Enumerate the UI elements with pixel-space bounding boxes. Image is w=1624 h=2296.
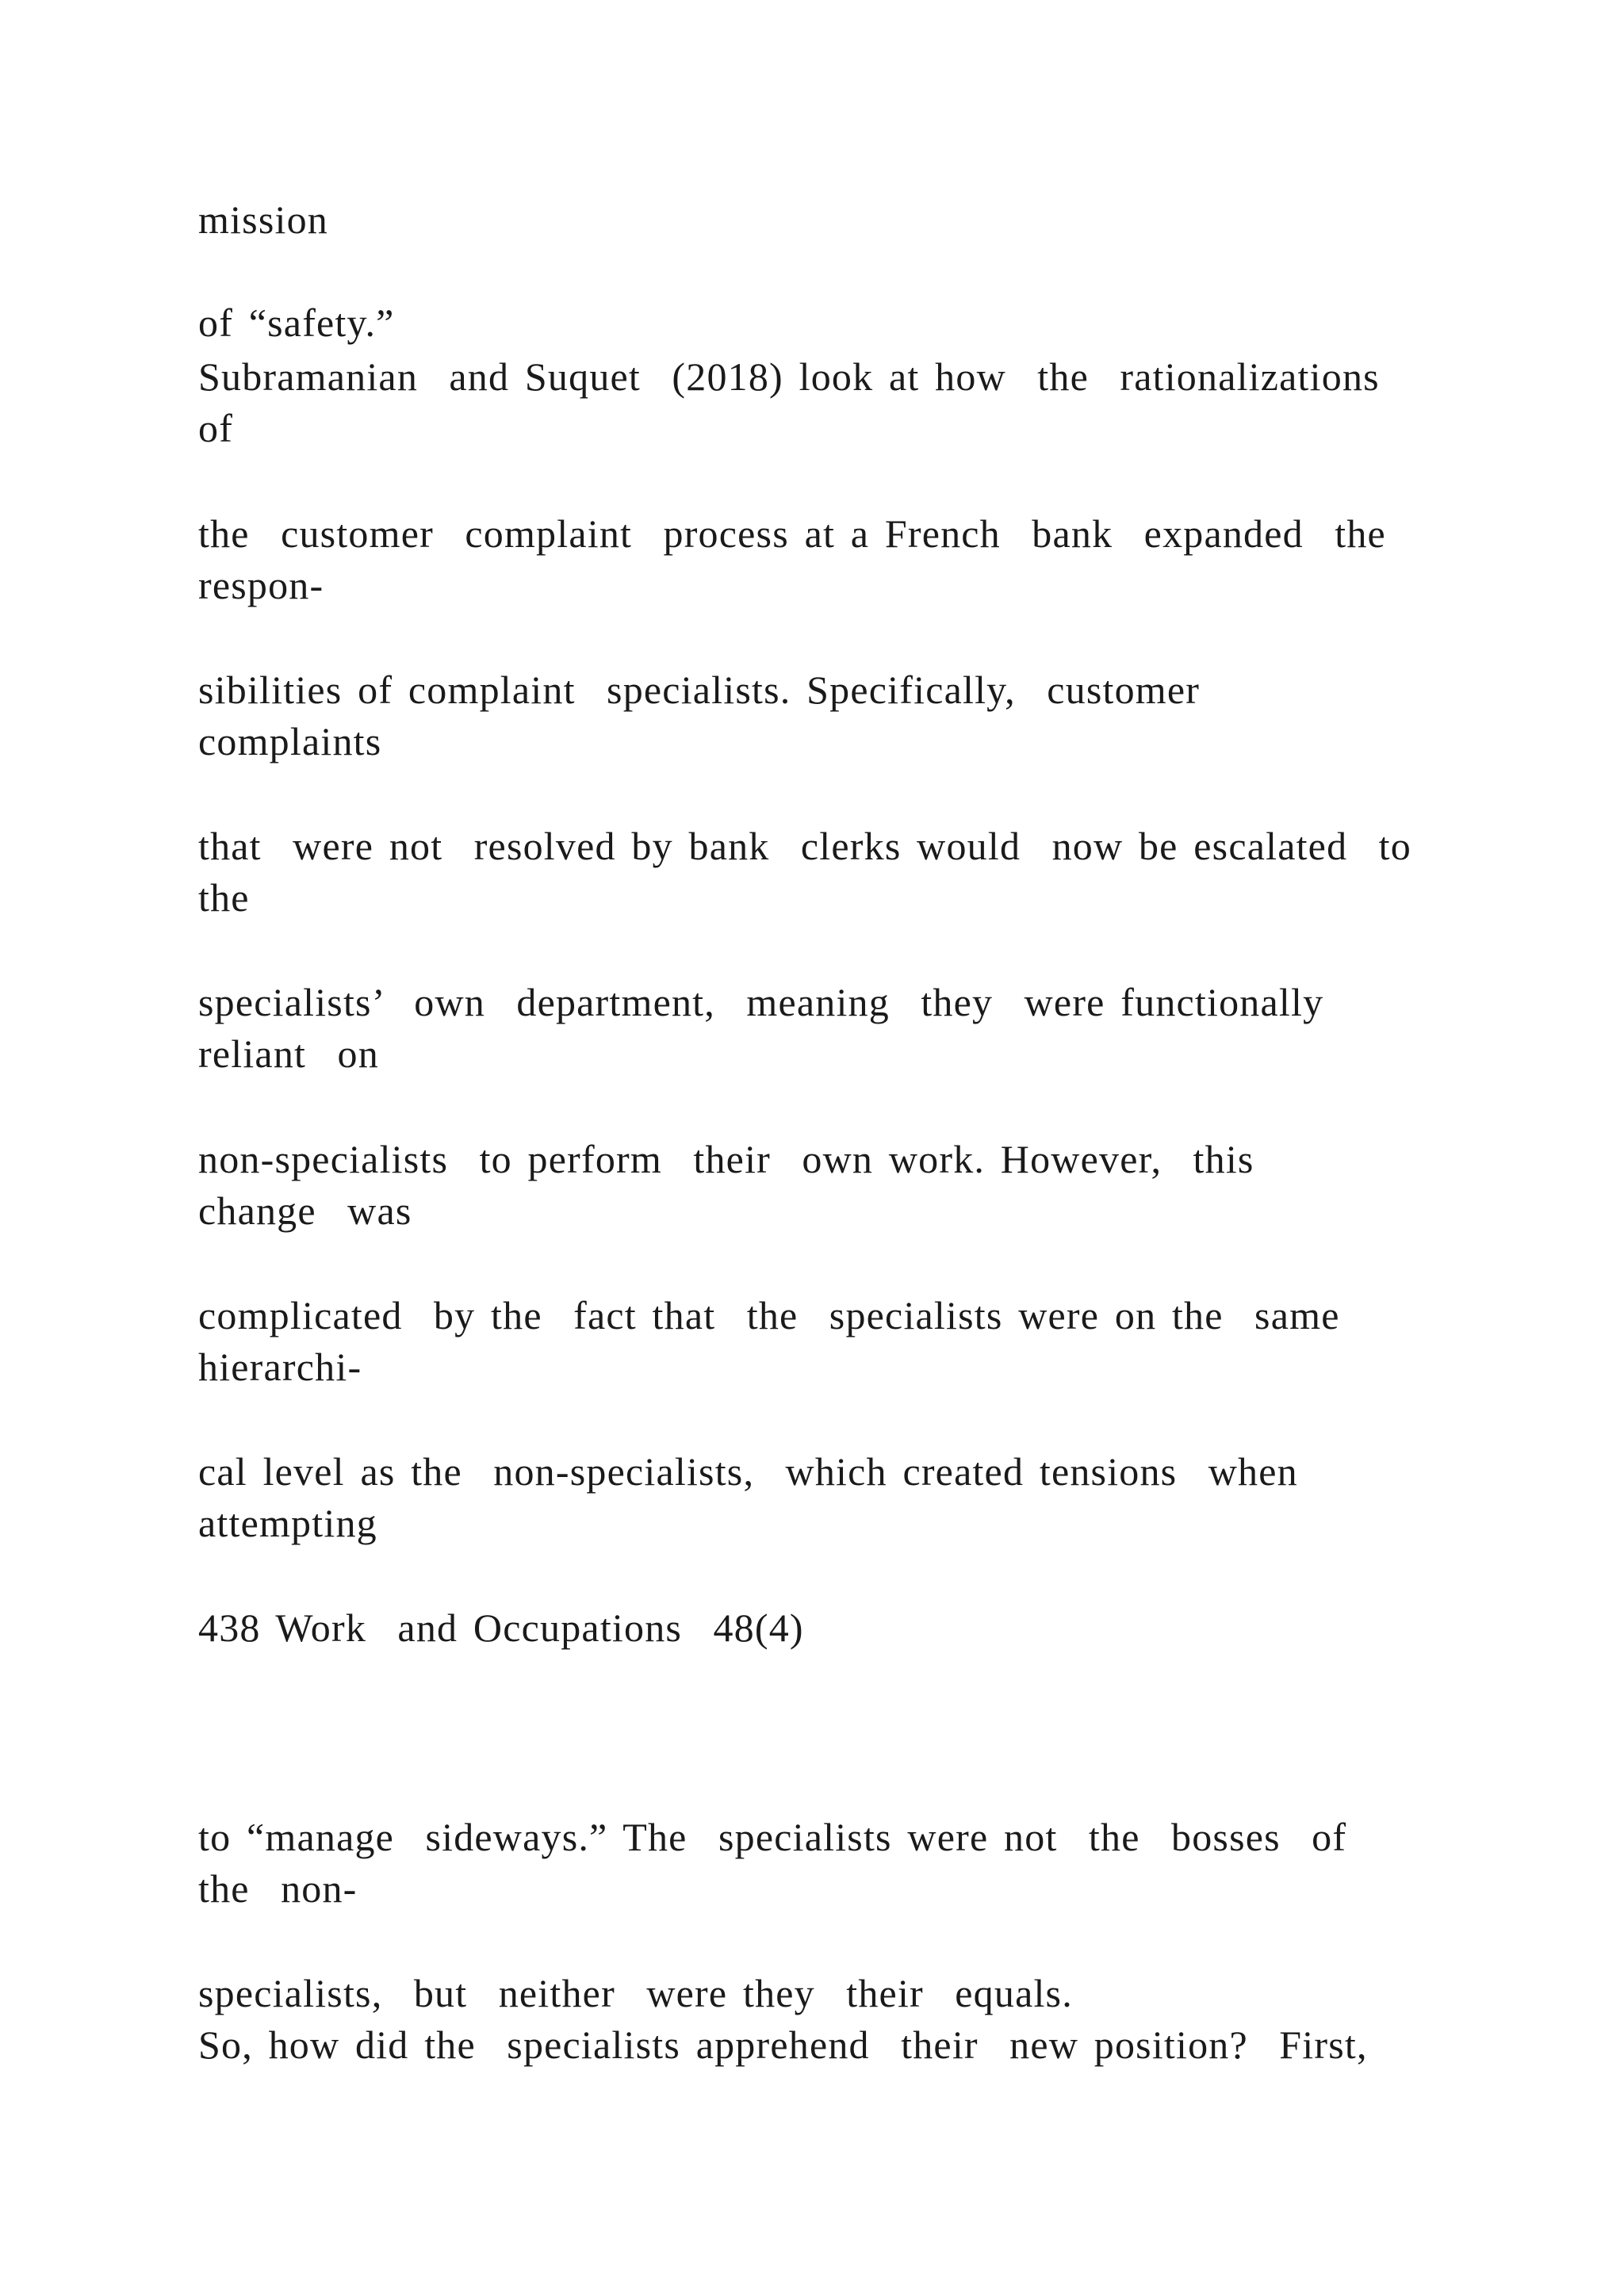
text-line: complaints — [198, 719, 382, 763]
text-line: that were not resolved by bank clerks would now be escalated to — [198, 824, 1411, 868]
running-footer: 438 Work and Occupations 48(4) — [198, 1605, 804, 1650]
text-line: hierarchi- — [198, 1345, 362, 1389]
text-line: specialists, but neither were they their equals. — [198, 1971, 1073, 2015]
text-line: complicated by the fact that the specialists were on the same — [198, 1293, 1340, 1337]
text-line: attempting — [198, 1501, 377, 1545]
text-line: of — [198, 406, 234, 450]
text-line: mission — [198, 197, 328, 242]
text-line: change was — [198, 1188, 412, 1233]
text-line: the non- — [198, 1866, 358, 1911]
text-line: respon- — [198, 563, 324, 607]
text-line: reliant on — [198, 1031, 379, 1076]
text-line: So, how did the specialists apprehend their new position? First, — [198, 2022, 1368, 2067]
text-line: the customer complaint process at a French bank expanded the — [198, 511, 1386, 556]
text-line: to “manage sideways.” The specialists were not the bosses of — [198, 1815, 1347, 1859]
text-line: of “safety.” — [198, 300, 395, 345]
text-line: the — [198, 875, 250, 920]
text-line: sibilities of complaint specialists. Specifically, customer — [198, 668, 1201, 712]
text-line: Subramanian and Suquet (2018) look at how the rationalizations — [198, 354, 1380, 399]
text-line: specialists’ own department, meaning they were functionally — [198, 980, 1324, 1024]
text-line: non-specialists to perform their own work. However, this — [198, 1137, 1254, 1181]
text-line: cal level as the non-specialists, which created tensions when — [198, 1449, 1298, 1494]
